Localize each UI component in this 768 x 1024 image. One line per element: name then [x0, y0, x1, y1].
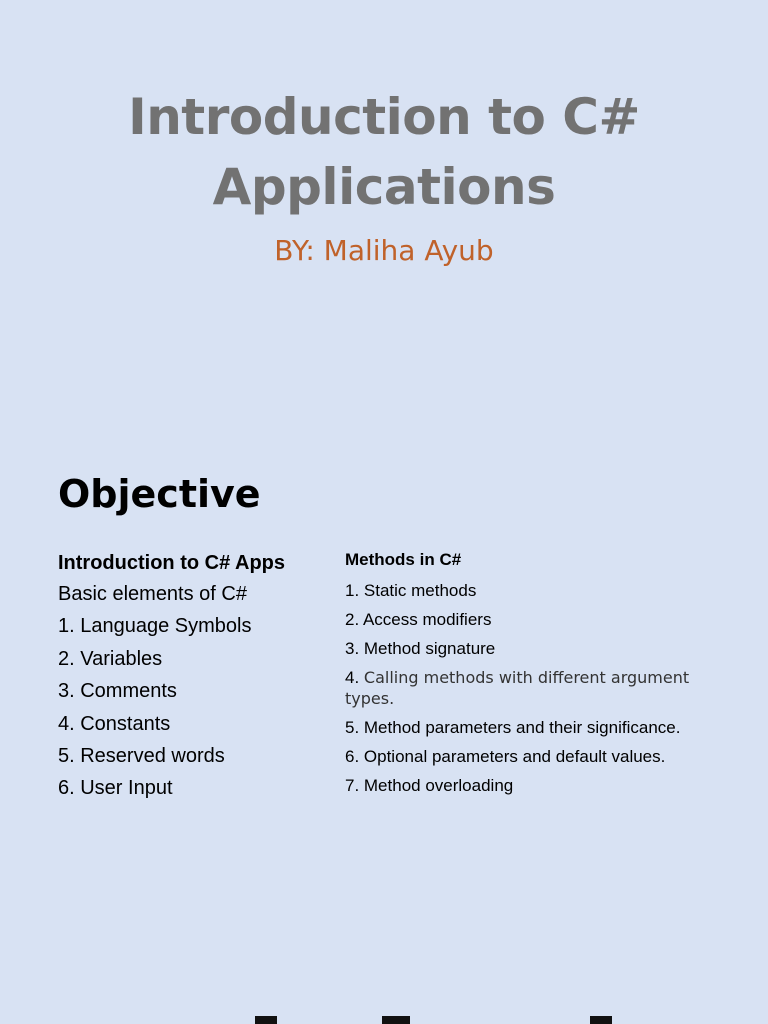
slide-title-line-2: Applications — [212, 158, 556, 216]
list-item: 2. Variables — [58, 647, 163, 670]
list-item: 5. Reserved words — [58, 745, 225, 768]
text-fragment — [255, 1016, 277, 1024]
text-fragment — [382, 1016, 410, 1024]
title-slide — [0, 82, 768, 267]
left-column-subheading: Basic elements of C# — [58, 583, 247, 605]
next-slide-fragment — [0, 1008, 768, 1024]
list-item: 1. Language Symbols — [58, 615, 252, 638]
list-item: 3. Comments — [58, 680, 177, 703]
list-item — [345, 667, 725, 709]
right-column — [345, 548, 725, 796]
list-item: 2. Access modifiers — [345, 610, 492, 629]
left-column — [58, 548, 338, 805]
list-item: 7. Method overloading — [345, 776, 514, 795]
slide-title-line-1: Introduction to C# — [128, 88, 640, 146]
list-item: 1. Static methods — [345, 581, 477, 600]
list-item: 5. Method parameters and their significance. — [345, 718, 681, 737]
list-item-number: 4. — [345, 668, 364, 687]
left-column-heading: Introduction to C# Apps — [58, 552, 286, 574]
list-item-text: Calling methods with different argument types. — [345, 668, 690, 708]
list-item: 6. Optional parameters and default values. — [345, 747, 666, 766]
text-fragment — [590, 1016, 612, 1024]
list-item: 6. User Input — [58, 777, 173, 800]
right-column-heading: Methods in C# — [345, 550, 462, 569]
list-item: 4. Constants — [58, 712, 171, 735]
author-label: BY: Maliha Ayub — [274, 234, 494, 267]
list-item: 3. Method signature — [345, 639, 496, 658]
objective-heading: Objective — [58, 472, 261, 516]
